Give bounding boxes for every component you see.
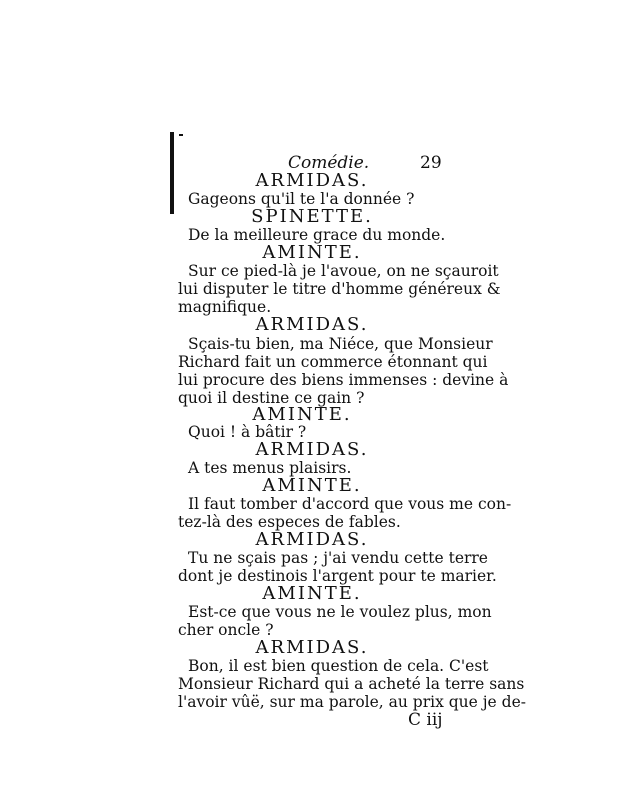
text-line: l'avoir vûë, sur ma parole, au prix que je de- (178, 693, 526, 711)
text-line: Tu ne sçais pas ; j'ai vendu cette terre (188, 549, 488, 567)
text-line: Richard fait un commerce étonnant qui (178, 353, 488, 371)
text-line: Est-ce que vous ne le voulez plus, mon (188, 603, 492, 621)
speaker-name: AMINTE. (252, 404, 352, 425)
text-line: lui procure des biens immenses : devine à (178, 371, 509, 389)
speaker-name: ARMIDAS. (255, 439, 369, 460)
text-line: Gageons qu'il te l'a donnée ? (188, 190, 415, 208)
text-line: cher oncle ? (178, 621, 274, 639)
signature-mark: C iij (408, 710, 443, 730)
text-line: dont je destinois l'argent pour te marier. (178, 567, 497, 585)
speaker-name: SPINETTE. (251, 206, 373, 227)
text-line: tez-là des especes de fables. (178, 513, 401, 531)
page-number: 29 (420, 153, 442, 173)
text-line: Sçais-tu bien, ma Niéce, que Monsieur (188, 335, 493, 353)
speaker-name: AMINTE. (262, 242, 362, 263)
text-line: lui disputer le titre d'homme généreux & (178, 280, 501, 298)
speaker-name: ARMIDAS. (255, 529, 369, 550)
text-line: Quoi ! à bâtir ? (188, 423, 307, 441)
text-line: Il faut tomber d'accord que vous me con- (188, 495, 512, 513)
running-title: Comédie. (288, 153, 370, 173)
speaker-name: AMINTE. (262, 583, 362, 604)
margin-tick (179, 134, 183, 136)
speaker-name: AMINTE. (262, 475, 362, 496)
text-line: Sur ce pied-là je l'avoue, on ne sçauroit (188, 262, 499, 280)
speaker-name: ARMIDAS. (255, 637, 369, 658)
speaker-name: ARMIDAS. (255, 314, 369, 335)
speaker-name: ARMIDAS. (255, 170, 369, 191)
text-line: Bon, il est bien question de cela. C'est (188, 657, 489, 675)
text-line: Monsieur Richard qui a acheté la terre sans (178, 675, 525, 693)
text-line: A tes menus plaisirs. (188, 459, 352, 477)
text-line: quoi il destine ce gain ? (178, 389, 365, 407)
text-line: magnifique. (178, 298, 272, 316)
text-line: De la meilleure grace du monde. (188, 226, 446, 244)
